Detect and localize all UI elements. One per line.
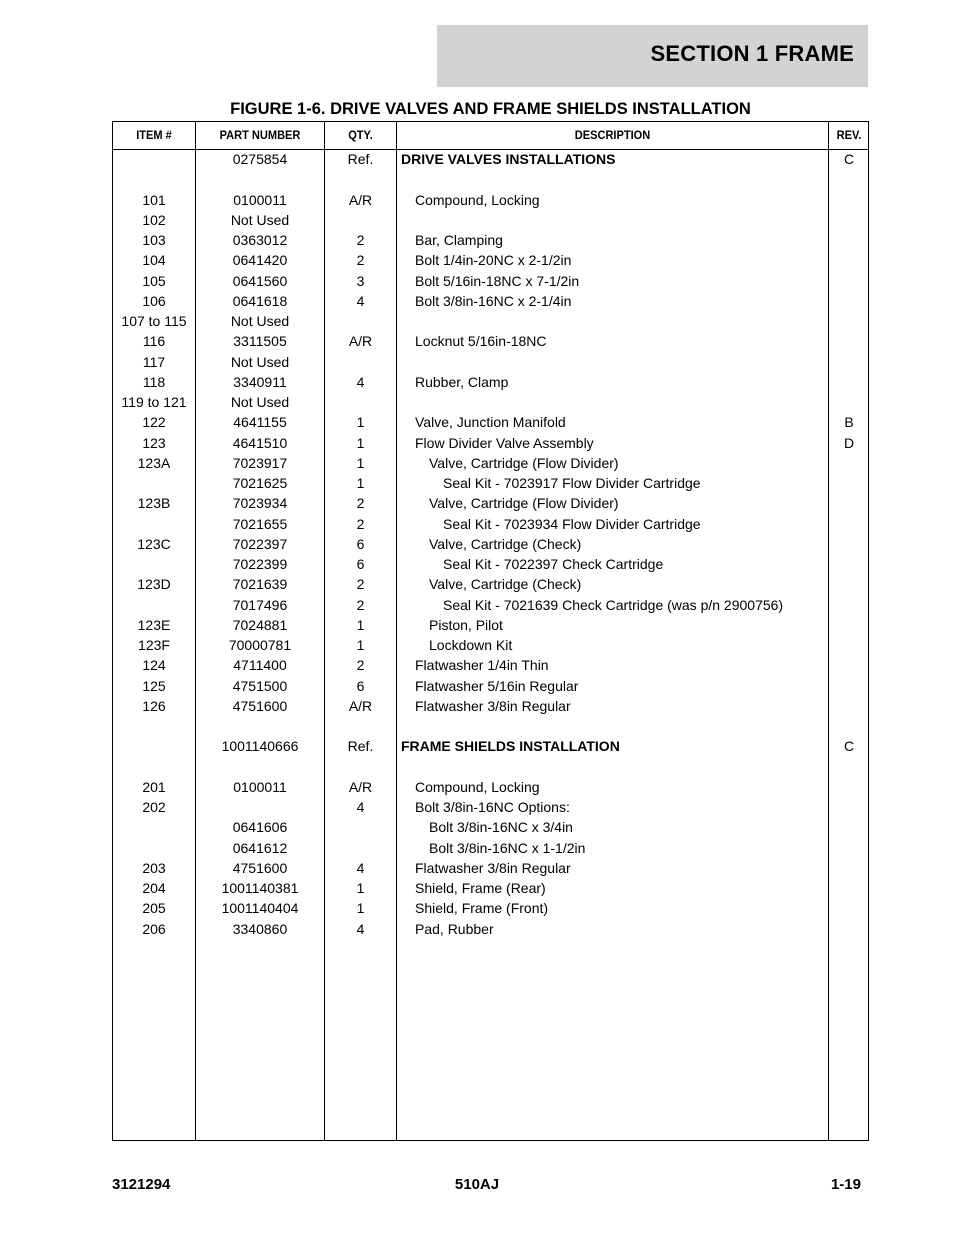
quantity: 4 — [356, 373, 365, 390]
item-number: 205 — [142, 900, 166, 917]
table-row — [113, 736, 868, 756]
part-number: 7021639 — [232, 576, 288, 593]
quantity: 3 — [356, 272, 365, 289]
footer-page-number: 1-19 — [830, 1176, 861, 1193]
table-row — [113, 777, 868, 797]
table-row — [113, 919, 868, 939]
item-number: 116 — [142, 333, 166, 350]
table-row — [113, 352, 868, 372]
part-number: 7022397 — [232, 535, 288, 552]
quantity: Ref. — [347, 151, 374, 167]
item-number: 105 — [142, 272, 166, 289]
item-number: 203 — [142, 859, 166, 876]
quantity: 2 — [356, 495, 365, 512]
footer-model: 510AJ — [454, 1176, 500, 1193]
quantity: 1 — [356, 616, 365, 633]
part-number: 4751500 — [232, 677, 288, 694]
revision: C — [843, 738, 855, 755]
table-row — [113, 574, 868, 594]
quantity: 2 — [356, 596, 365, 613]
item-number: 102 — [142, 211, 166, 228]
table-row — [113, 696, 868, 716]
description: Flatwasher 3/8in Regular — [415, 859, 571, 876]
description: Lockdown Kit — [429, 637, 513, 653]
header-qty: QTY. — [348, 128, 373, 142]
item-number: 122 — [142, 414, 166, 431]
item-number: 204 — [142, 880, 166, 896]
item-number: 104 — [142, 252, 166, 269]
table-row — [113, 858, 868, 878]
description: Seal Kit - 7022397 Check Cartridge — [443, 556, 664, 572]
description: Bolt 3/8in-16NC x 2-1/4in — [415, 292, 572, 309]
revision: D — [843, 434, 855, 451]
quantity: 2 — [356, 515, 365, 532]
quantity: 4 — [356, 799, 365, 815]
description: Flatwasher 1/4in Thin — [415, 657, 549, 674]
table-row — [113, 554, 868, 574]
table-row — [113, 493, 868, 513]
part-number: Not Used — [230, 313, 290, 329]
quantity: A/R — [348, 191, 373, 208]
item-number: 119 to 121 — [121, 394, 187, 410]
quantity: Ref. — [347, 738, 374, 755]
description: Bar, Clamping — [415, 232, 503, 248]
table-row — [113, 190, 868, 210]
table-row — [113, 210, 868, 230]
description: Seal Kit - 7021639 Check Cartridge (was p/n 2900756) — [443, 596, 784, 613]
parts-table — [112, 121, 869, 1141]
item-number: 126 — [142, 697, 166, 714]
table-row — [113, 534, 868, 554]
part-number: 1001140381 — [221, 880, 299, 896]
part-number: 7021655 — [232, 515, 288, 532]
part-number: 7022399 — [232, 556, 288, 572]
part-number: 0275854 — [232, 151, 288, 167]
table-row — [113, 250, 868, 270]
table-row — [113, 615, 868, 635]
part-number: 4641155 — [233, 414, 287, 431]
part-number: 70000781 — [228, 637, 292, 653]
section-header — [437, 25, 868, 87]
item-number: 123D — [137, 576, 171, 593]
part-number: 7017496 — [232, 596, 288, 613]
quantity: 2 — [356, 576, 365, 593]
table-row — [113, 331, 868, 351]
quantity: A/R — [348, 333, 373, 350]
part-number: 1001140404 — [221, 900, 299, 917]
table-row — [113, 372, 868, 392]
part-number: Not Used — [230, 394, 290, 410]
quantity: A/R — [348, 697, 373, 714]
item-number: 123A — [137, 454, 171, 471]
part-number: 0100011 — [233, 778, 287, 795]
table-row — [113, 473, 868, 493]
part-number: 7021625 — [232, 475, 288, 491]
item-number: 124 — [142, 657, 166, 674]
revision: C — [843, 151, 855, 167]
table-row — [113, 797, 868, 817]
item-number: 123F — [138, 637, 170, 653]
figure-title: FIGURE 1-6. DRIVE VALVES AND FRAME SHIELDS INSTALLATION — [230, 100, 751, 118]
description: Locknut 5/16in-18NC — [415, 333, 547, 350]
quantity: 2 — [356, 232, 365, 248]
part-number: 0641420 — [232, 252, 288, 269]
part-number: 0363012 — [232, 232, 288, 248]
description: Bolt 1/4in-20NC x 2-1/2in — [415, 252, 572, 269]
table-row — [113, 453, 868, 473]
quantity: 2 — [356, 657, 365, 674]
quantity: 2 — [356, 252, 365, 269]
quantity: 6 — [356, 677, 365, 694]
table-row — [113, 716, 868, 736]
description: FRAME SHIELDS INSTALLATION — [401, 738, 620, 755]
quantity: 4 — [356, 920, 365, 937]
item-number: 123E — [137, 616, 171, 633]
item-number: 107 to 115 — [121, 313, 187, 329]
item-number: 202 — [142, 799, 166, 815]
table-row — [113, 412, 868, 432]
description: Shield, Frame (Front) — [415, 900, 549, 917]
quantity: 1 — [356, 475, 365, 491]
part-number: 4641510 — [232, 434, 288, 451]
part-number: 0641612 — [232, 839, 288, 856]
description: Compound, Locking — [415, 778, 540, 795]
quantity: 6 — [356, 535, 365, 552]
description: Bolt 3/8in-16NC Options: — [415, 799, 570, 815]
quantity: 1 — [356, 880, 365, 896]
part-number: 7023934 — [232, 495, 288, 512]
description: Compound, Locking — [415, 191, 540, 208]
table-row — [113, 595, 868, 615]
part-number: 4711400 — [233, 657, 287, 674]
table-row — [113, 817, 868, 837]
table-row — [113, 635, 868, 655]
description: Bolt 5/16in-18NC x 7-1/2in — [415, 272, 580, 289]
part-number: 0641618 — [232, 292, 288, 309]
part-number: Not Used — [230, 211, 290, 228]
description: Valve, Junction Manifold — [415, 414, 566, 431]
header-item: ITEM # — [136, 128, 172, 142]
description: DRIVE VALVES INSTALLATIONS — [401, 151, 616, 167]
part-number: 3311505 — [233, 333, 287, 350]
description: Bolt 3/8in-16NC x 1-1/2in — [429, 839, 586, 856]
part-number: 4751600 — [232, 859, 288, 876]
quantity: 4 — [356, 292, 365, 309]
item-number: 117 — [142, 353, 166, 370]
part-number: 3340860 — [232, 920, 288, 937]
part-number: 7024881 — [232, 616, 288, 633]
footer-doc-number: 3121294 — [112, 1176, 171, 1193]
item-number: 118 — [142, 373, 166, 390]
quantity: 1 — [356, 900, 365, 917]
description: Seal Kit - 7023934 Flow Divider Cartridge — [443, 515, 701, 532]
description: Rubber, Clamp — [415, 373, 509, 390]
part-number: 0100011 — [233, 191, 287, 208]
item-number: 201 — [142, 778, 166, 795]
table-row — [113, 676, 868, 696]
part-number: Not Used — [230, 353, 290, 370]
part-number: 4751600 — [232, 697, 288, 714]
item-number: 101 — [142, 191, 166, 208]
quantity: 4 — [356, 859, 365, 876]
revision: B — [844, 414, 854, 431]
table-row — [113, 392, 868, 412]
quantity: 1 — [356, 434, 365, 451]
description: Flatwasher 3/8in Regular — [415, 697, 571, 714]
table-row — [113, 291, 868, 311]
item-number: 123B — [137, 495, 171, 512]
table-row — [113, 655, 868, 675]
item-number: 106 — [142, 292, 166, 309]
description: Piston, Pilot — [429, 616, 503, 633]
part-number: 0641560 — [232, 272, 288, 289]
item-number: 123C — [137, 535, 171, 552]
quantity: A/R — [348, 778, 373, 795]
table-row — [113, 514, 868, 534]
table-row — [113, 433, 868, 453]
part-number: 3340911 — [233, 373, 287, 390]
table-row — [113, 311, 868, 331]
table-row — [113, 149, 868, 169]
part-number: 7023917 — [232, 454, 288, 471]
description: Valve, Cartridge (Flow Divider) — [429, 495, 619, 512]
table-row — [113, 230, 868, 250]
quantity: 6 — [356, 556, 365, 572]
table-row — [113, 757, 868, 777]
part-number: 0641606 — [232, 819, 288, 836]
table-row — [113, 271, 868, 291]
table-row — [113, 878, 868, 898]
item-number: 123 — [142, 434, 166, 451]
header-rev: REV. — [836, 128, 862, 142]
description: Flow Divider Valve Assembly — [415, 434, 594, 451]
header-description: DESCRIPTION — [574, 128, 651, 142]
table-row — [113, 169, 868, 189]
section-title: SECTION 1 FRAME — [650, 41, 854, 66]
quantity: 1 — [356, 637, 365, 653]
table-row — [113, 898, 868, 918]
item-number: 125 — [142, 677, 166, 694]
description: Valve, Cartridge (Check) — [429, 576, 582, 593]
item-number: 103 — [142, 232, 166, 248]
description: Pad, Rubber — [415, 920, 494, 937]
description: Seal Kit - 7023917 Flow Divider Cartridge — [443, 475, 701, 491]
table-row — [113, 838, 868, 858]
item-number: 206 — [142, 920, 166, 937]
description: Valve, Cartridge (Flow Divider) — [429, 454, 619, 471]
quantity: 1 — [356, 414, 365, 431]
description: Valve, Cartridge (Check) — [429, 535, 582, 552]
header-part-number: PART NUMBER — [219, 128, 301, 142]
description: Bolt 3/8in-16NC x 3/4in — [429, 819, 573, 836]
part-number: 1001140666 — [221, 738, 299, 755]
quantity: 1 — [356, 454, 365, 471]
description: Flatwasher 5/16in Regular — [415, 677, 579, 694]
description: Shield, Frame (Rear) — [415, 880, 546, 896]
